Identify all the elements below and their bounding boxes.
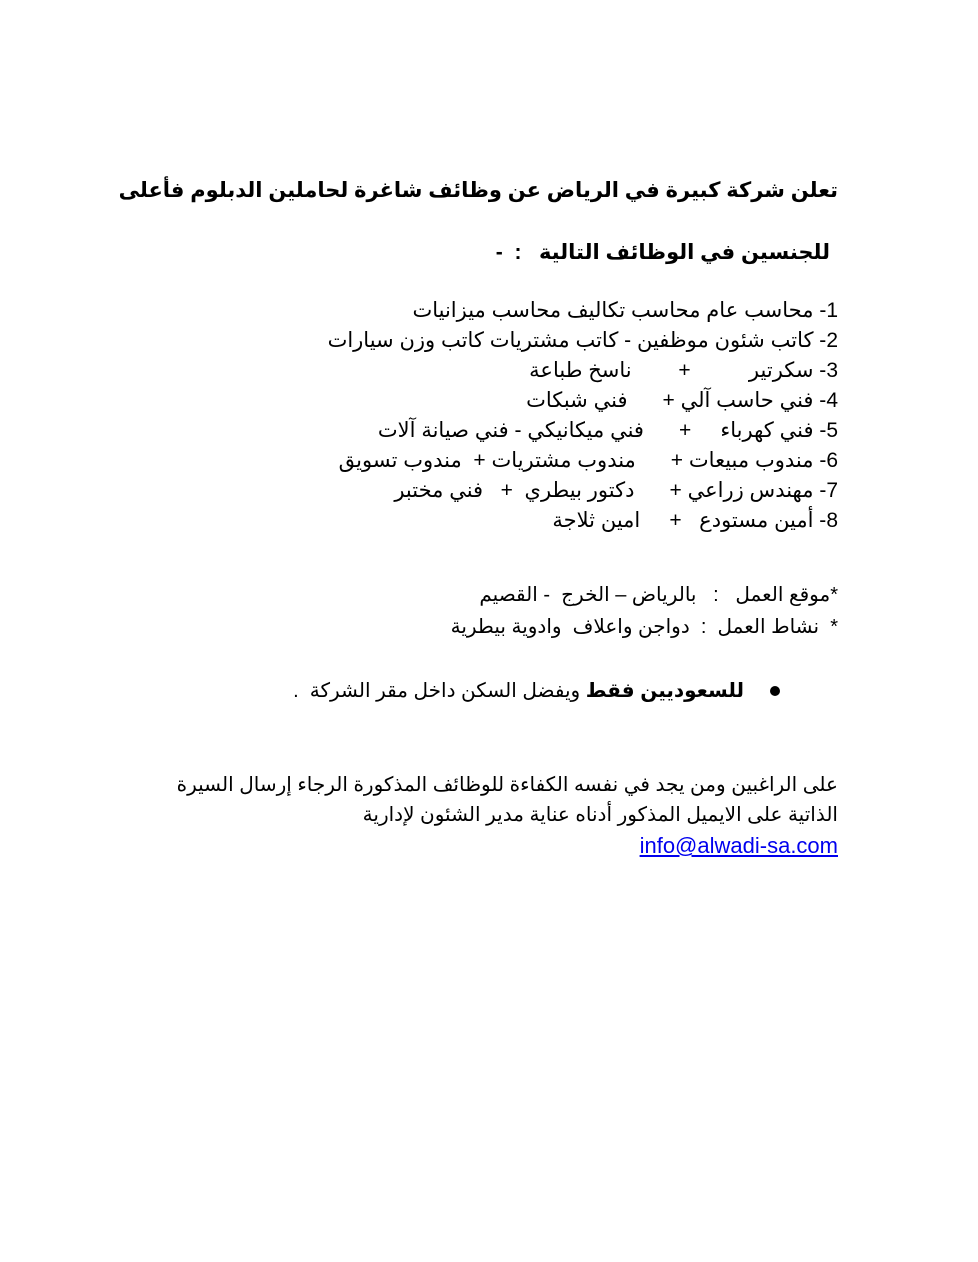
note-text: ويفضل السكن داخل مقر الشركة .: [293, 680, 586, 702]
saudi-only-note: [293, 678, 838, 703]
announcement-subheading: للجنسين في الوظائف التالية : -: [495, 241, 830, 264]
job-item-6: 6- مندوب مبيعات + مندوب مشتريات + مندوب تسويق: [338, 449, 838, 472]
work-activity: * نشاط العمل : دواجن واعلاف وادوية بيطرية: [450, 616, 838, 638]
note-bold-text: للسعوديين فقط: [585, 680, 744, 702]
job-item-1: 1- محاسب عام محاسب تكاليف محاسب ميزانيات: [412, 299, 838, 322]
bullet-icon: [770, 686, 780, 696]
closing-text-line-2: الذاتية على الايميل المذكور أدناه عناية مدير الشئون لإدارية: [362, 804, 838, 826]
job-item-7: 7- مهندس زراعي + دكتور بيطري + فني مختبر: [394, 479, 838, 502]
job-item-8: 8- أمين مستودع + امين ثلاجة: [552, 509, 838, 532]
announcement-heading: تعلن شركة كبيرة في الرياض عن وظائف شاغرة لحاملين الدبلوم فأعلى: [118, 179, 838, 202]
work-location: *موقع العمل : بالرياض – الخرج - القصيم: [479, 584, 838, 606]
job-item-5: 5- فني كهرباء + فني ميكانيكي - فني صيانة آلات: [377, 419, 838, 442]
closing-text-line-1: على الراغبين ومن يجد في نفسه الكفاءة للوظائف المذكورة الرجاء إرسال السيرة: [176, 774, 838, 796]
job-item-2: 2- كاتب شئون موظفين - كاتب مشتريات كاتب وزن سيارات: [327, 329, 838, 352]
job-item-3: 3- سكرتير + ناسخ طباعة: [529, 359, 838, 382]
job-item-4: 4- فني حاسب آلي + فني شبكات: [526, 389, 838, 412]
contact-email-link[interactable]: info@alwadi-sa.com: [639, 833, 838, 858]
